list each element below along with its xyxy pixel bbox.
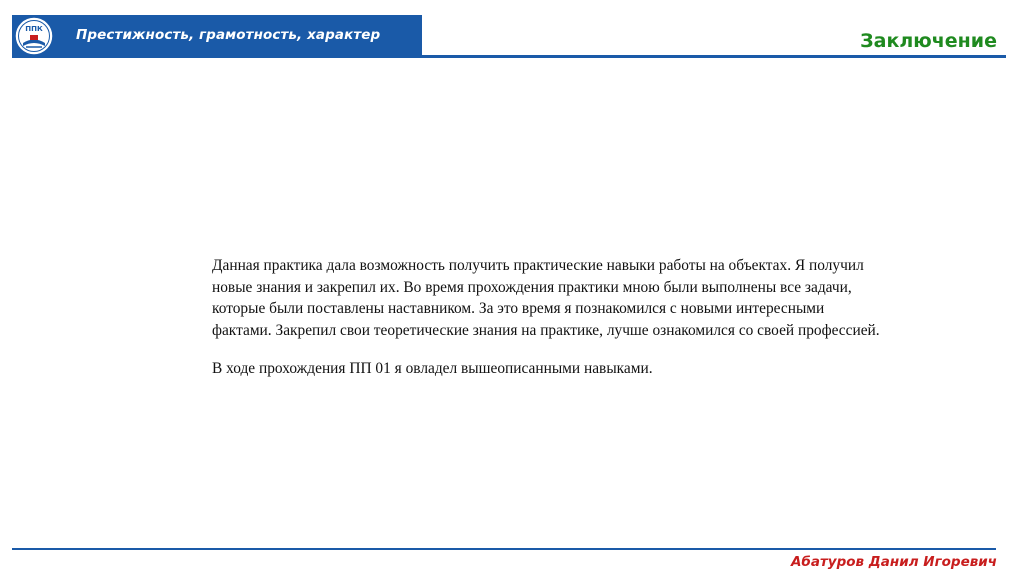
header-motto: Престижность, грамотность, характер (76, 27, 381, 43)
conclusion-paragraph: В ходе прохождения ПП 01 я овладел вышеописанными навыками. (212, 360, 653, 377)
slide-title: Заключение (860, 30, 997, 52)
conclusion-paragraph: Данная практика дала возможность получить практические навыки работы на объектах. Я получил новые знания и закрепил их. Во время прохождения практики мною были выполнены все задачи, которые были поставлены наставником. За это время я познакомился с новыми интересными фактами. Закрепил свои теоретические знания на практике, лучше ознакомился со своей профессией. (212, 257, 880, 339)
author-name: Абатуров Данил Игоревич (790, 554, 997, 570)
college-emblem-icon (14, 16, 54, 56)
header-divider (12, 55, 1006, 58)
footer-divider (12, 548, 996, 550)
conclusion-text (212, 255, 882, 380)
logo-label: ППК (25, 25, 43, 33)
